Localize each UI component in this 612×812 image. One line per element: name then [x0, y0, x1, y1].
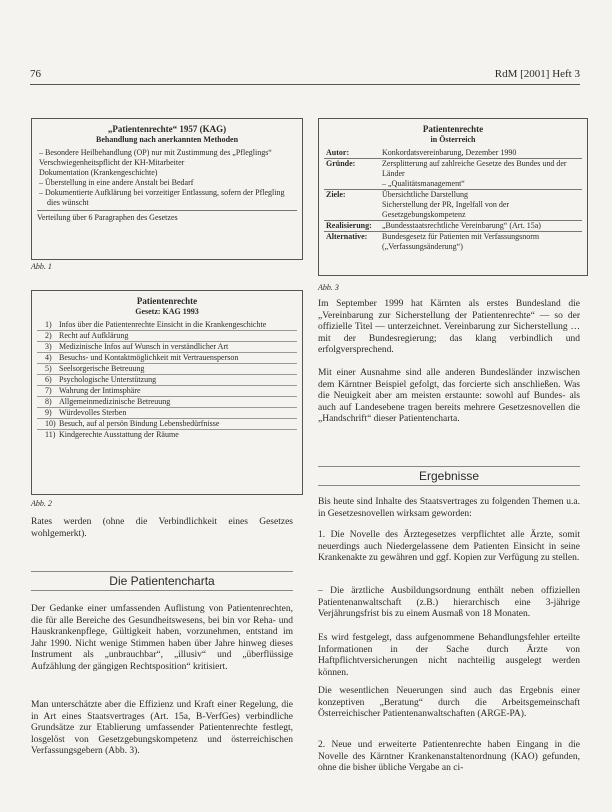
section-heading-ergebnisse — [318, 466, 580, 486]
box3-subtitle: in Österreich — [430, 135, 476, 144]
row-value-line: – „Qualitätsmanagement“ — [382, 179, 465, 188]
box2-list-item — [37, 429, 297, 440]
list-item-number: 6) — [45, 375, 52, 384]
list-item-text: Kindgerechte Ausstattung der Räume — [59, 430, 179, 439]
box1-title: „Patientenrechte“ 1957 (KAG) — [107, 124, 227, 134]
paragraph-after-box2: Rates werden (ohne die Verbindlichkeit eines Gesetzes wohlgemerkt). — [31, 517, 293, 539]
paragraph-left-2: Man unterschätzte aber die Effizienz und Kraft einer Regelung, die in Art eines Staatsvertrages (Art. 15a, B-VerfGes) verbindliche Grundsätze zur Etablierung umfassender Patientenrechte festlegt, losgelöst von Gesetzgebungskompetenz und österreichischen Verfassungsgebern (Abb. 3). — [31, 700, 293, 756]
list-item-text: Würdevolles Sterben — [59, 408, 127, 417]
box2-list-item — [37, 407, 297, 418]
row-value-line: „Bundesstaatsrechtliche Vereinbarung“ (Art. 15a) — [382, 221, 541, 230]
paragraph-right-6: Es wird festgelegt, dass aufgenommene Behandlungsfehler erteilte Informationen in der Sache durch Ärzte von Haftpflichtversicherungen nicht nachteilig ausgelegt werden können. — [318, 633, 580, 678]
row-key: Autor: — [326, 148, 350, 157]
row-value — [380, 148, 582, 159]
list-item-number: 2) — [45, 331, 52, 340]
list-item-number: 8) — [45, 397, 52, 406]
list-item-number: 4) — [45, 353, 52, 362]
box2-list-item — [37, 418, 297, 429]
figure-box-1 — [31, 118, 303, 260]
list-item-text: Infos über die Patientenrechte Einsicht in die Krankengeschichte — [59, 320, 267, 329]
page-number: 76 — [30, 68, 41, 80]
box3-table — [324, 148, 582, 252]
paragraph-right-2: Mit einer Ausnahme sind alle anderen Bundesländer inzwischen dem Kärntner Beispiel gefolgt, das forcierte sich anschließen. Was die Neuigkeit aber am meisten erstaunte: sowohl auf Bundes- als auch auf Landesebene tragen bereits mehrere Gesetzesnovellen die „Handschrift“ dieser Patientencharta. — [318, 368, 580, 424]
box2-list — [37, 320, 297, 440]
paragraph-right-8: 2. Neue und erweiterte Patientenrechte haben Eingang in die Novelle des Kärntner Krankenanstaltenordnung (KAO) gefunden, ohne die bisher übliche Vergabe an ci- — [318, 740, 580, 773]
journal-info: RdM [2001] Heft 3 — [494, 68, 580, 80]
box2-list-item — [37, 385, 297, 396]
box2-list-item — [37, 374, 297, 385]
box1-divider — [37, 210, 297, 211]
list-item-number: 11) — [45, 430, 56, 439]
list-item-text: Medizinische Infos auf Wunsch in verständlicher Art — [59, 342, 229, 351]
row-value-line: Bundesgesetz für Patienten mit Verfassungsnorm („Verfassungsänderung“) — [382, 232, 540, 251]
box2-title: Patientenrechte — [136, 296, 198, 306]
row-key: Ziele: — [324, 190, 380, 221]
row-value-line: Konkordatsvereinbarung, Dezember 1990 — [382, 148, 517, 157]
row-value-line: Übersichtliche Darstellung — [382, 190, 468, 199]
box2-list-item — [37, 363, 297, 374]
paragraph-right-3: Bis heute sind Inhalte des Staatsvertrages zu folgenden Themen u.a. in Gesetzesnovellen wirksam geworden: — [318, 497, 580, 519]
caption-abb-1: Abb. 1 — [31, 262, 52, 271]
list-item-text: Seelsorgerische Betreuung — [59, 364, 145, 373]
row-value — [380, 221, 582, 232]
row-value — [380, 232, 582, 253]
paragraph-left-1: Der Gedanke einer umfassenden Auflistung von Patientenrechten, die für alle Bereiche des Gesundheitswesens, bei bin vor Reha- und Hauskrankenpflege, Gültigkeit haben, vorzunehmen, entstand im Jahr 1990. Nicht wenige Stimmen haben über Jahre hinweg dieses Instrument als „unbrauchbar“, „illusiv“ und „überflüssige Aufzählung der gängigen Rechtsposition“ kritisiert. — [31, 604, 293, 672]
box1-item: – Dokumentierte Aufklärung bei vorzeitiger Entlassung, sofern der Pflegling dies wünscht — [39, 188, 285, 207]
table-row — [324, 159, 582, 190]
row-value — [380, 190, 582, 221]
paragraph-right-7: Die wesentlichen Neuerungen sind auch das Ergebnis einer konzeptiven „Beratung“ durch die Arbeitsgemeinschaft Österreichischer Patientenanwaltschaften (ARGE-PA). — [318, 686, 580, 719]
row-value-line: Zersplitterung auf zahlreiche Gesetze des Bundes und der Länder — [382, 159, 567, 178]
table-row — [324, 190, 582, 221]
box2-list-item — [37, 352, 297, 363]
row-key: Alternative: — [324, 232, 380, 253]
list-item-number: 3) — [45, 342, 52, 351]
table-row — [324, 232, 582, 253]
box3-title: Patientenrechte — [422, 124, 484, 134]
section-title: Die Patientencharta — [109, 574, 215, 588]
box2-list-item — [37, 330, 297, 341]
box1-subtitle: Behandlung nach anerkannten Methoden — [95, 135, 239, 144]
row-value — [380, 159, 582, 190]
list-item-number: 5) — [45, 364, 52, 373]
list-item-text: Recht auf Aufklärung — [59, 331, 129, 340]
section-heading-patientencharta — [31, 571, 293, 591]
box2-list-item — [37, 396, 297, 407]
box1-item: – Überstellung in eine andere Anstalt bei Bedarf — [39, 178, 194, 187]
box1-footer: Verteilung über 6 Paragraphen des Gesetzes — [37, 213, 178, 222]
list-item-number: 10) — [45, 419, 56, 428]
paragraph-right-1: Im September 1999 hat Kärnten als erstes Bundesland die „Vereinbarung zur Sicherstellung der Patientenrechte“ — so der offizielle Titel — unterzeichnet. Vereinbarung zur Sicherstellung … mit der Bundesregierung; das klang verbindlich und erfolgversprechend. — [318, 299, 580, 355]
table-row — [324, 148, 582, 159]
list-item-number: 9) — [45, 408, 52, 417]
figure-box-2 — [31, 290, 303, 495]
row-key: Gründe: — [324, 159, 380, 190]
list-item-number: 7) — [45, 386, 52, 395]
table-row — [324, 221, 582, 232]
list-item-number: 1) — [45, 320, 52, 329]
caption-abb-3: Abb. 3 — [318, 283, 339, 292]
paragraph-right-4: 1. Die Novelle des Ärztegesetzes verpflichtet alle Ärzte, somit neuerdings auch Niedergelassene dem Patienten Einsicht in seine Krankenakte zu gewähren und ggf. Kopien zur Verfügung zu stellen. — [318, 530, 580, 563]
box1-item: Dokumentation (Krankengeschichte) — [39, 168, 158, 177]
paragraph-right-5: – Die ärztliche Ausbildungsordnung enthält neben offiziellen Patientenanwaltschaft (z.B.) hierarchisch eine 3-jährige Verjährungsfrist bis zu einem Ausmaß von 18 Monaten. — [318, 586, 580, 619]
list-item-text: Allgemeinmedizinische Betreuung — [59, 397, 171, 406]
row-key: Realisierung: — [324, 221, 380, 232]
list-item-text: Besuchs- und Kontaktmöglichkeit mit Vertrauensperson — [59, 353, 239, 362]
box2-subtitle: Gesetz: KAG 1993 — [135, 307, 199, 316]
list-item-text: Wahrung der Intimsphäre — [59, 386, 141, 395]
box1-item: – Besondere Heilbehandlung (OP) nur mit Zustimmung des „Pfleglings“ — [39, 148, 272, 157]
list-item-text: Psychologische Unterstützung — [59, 375, 157, 384]
section-title: Ergebnisse — [418, 469, 480, 483]
figure-box-3 — [318, 118, 588, 276]
row-value-line: Sicherstellung der PR, Ingelfall von der Gesetzgebungskompetenz — [382, 200, 510, 219]
caption-abb-2: Abb. 2 — [31, 499, 52, 508]
list-item-text: Besuch, auf al persön Bindung Lebensbedürfnisse — [59, 419, 220, 428]
header-rule — [30, 84, 580, 85]
box2-list-item — [37, 341, 297, 352]
box2-list-item — [37, 320, 297, 330]
box1-item: Verschwiegenheitspflicht der KH-Mitarbeiter — [39, 158, 185, 167]
